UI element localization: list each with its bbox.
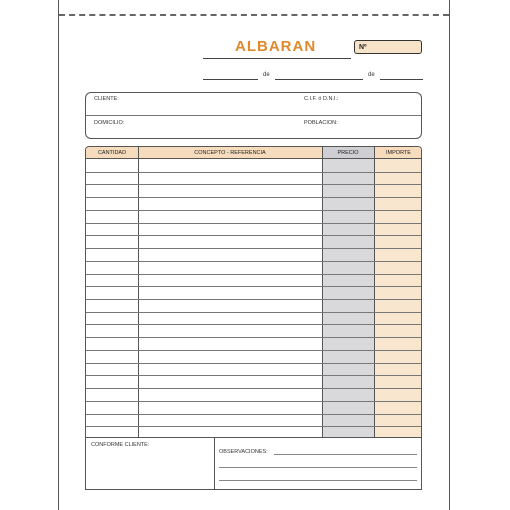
table-row: [86, 286, 421, 287]
table-row: [86, 414, 421, 415]
signature-footer: [85, 438, 422, 490]
importe-column-fill: [374, 147, 422, 437]
perforation-line: [59, 14, 449, 16]
date-year-line: [380, 79, 423, 80]
date-day-line: [203, 79, 258, 80]
observaciones-line[interactable]: [219, 480, 417, 481]
header-precio: PRECIO: [322, 147, 374, 159]
client-box-divider: [86, 115, 421, 116]
items-table: [85, 146, 422, 438]
table-row: [86, 274, 421, 275]
table-row: [86, 248, 421, 249]
column-divider: [138, 147, 139, 437]
header-concepto: CONCEPTO - REFERENCIA: [138, 147, 322, 159]
date-month-line: [275, 79, 363, 80]
cliente-label: CLIENTE:: [94, 96, 119, 102]
table-row: [86, 350, 421, 351]
table-row: [86, 337, 421, 338]
date-line[interactable]: [203, 70, 423, 82]
document-number-field[interactable]: [354, 40, 422, 54]
table-row: [86, 375, 421, 376]
table-row: [86, 363, 421, 364]
domicilio-label: DOMICILIO:: [94, 120, 125, 126]
table-row: [86, 388, 421, 389]
document-title: ALBARAN: [235, 38, 317, 55]
poblacion-label: POBLACION:: [304, 120, 338, 126]
column-divider: [374, 147, 375, 437]
table-row: [86, 172, 421, 173]
table-row: [86, 261, 421, 262]
table-row: [86, 184, 421, 185]
observaciones-line[interactable]: [274, 454, 417, 455]
table-row: [86, 426, 421, 427]
client-info-box: [85, 92, 422, 139]
observaciones-label: OBSERVACIONES:: [219, 449, 268, 455]
header-cantidad: CANTIDAD: [86, 147, 138, 159]
table-row: [86, 312, 421, 313]
cif-label: C.I.F. ó D.N.I.:: [304, 96, 339, 102]
header-importe: IMPORTE: [374, 147, 422, 159]
table-row: [86, 210, 421, 211]
number-label: Nº: [359, 43, 367, 51]
table-row: [86, 324, 421, 325]
title-underline: [203, 58, 351, 59]
precio-column-fill: [322, 147, 374, 437]
conforme-cliente-label: CONFORME CLIENTE:: [91, 442, 150, 448]
date-separator-2: de: [368, 72, 375, 78]
table-row: [86, 401, 421, 402]
table-row: [86, 223, 421, 224]
observaciones-line[interactable]: [219, 467, 417, 468]
table-row: [86, 197, 421, 198]
date-separator-1: de: [263, 72, 270, 78]
table-row: [86, 235, 421, 236]
footer-divider: [214, 438, 215, 489]
table-row: [86, 299, 421, 300]
column-divider: [322, 147, 323, 437]
